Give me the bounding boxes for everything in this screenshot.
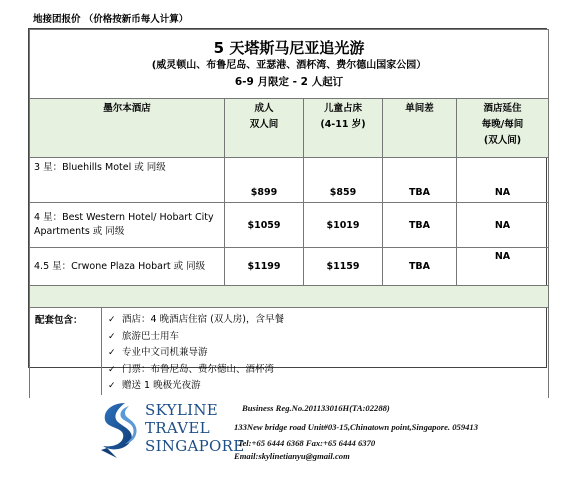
skyline-logo-icon bbox=[95, 400, 137, 458]
tour-limit: 6-9 月限定 - 2 人起订 bbox=[234, 76, 344, 88]
page-heading: 地接团报价 （价格按新币每人计算） bbox=[33, 14, 189, 25]
list-item: ✓ 旅游巴士用车 bbox=[108, 329, 548, 346]
single-supplement: TBA bbox=[383, 158, 457, 203]
adult-price: $1059 bbox=[225, 203, 304, 248]
price-table bbox=[29, 29, 549, 398]
spacer-row bbox=[30, 286, 549, 308]
column-header-row bbox=[30, 99, 549, 158]
table-row bbox=[30, 203, 549, 248]
tour-route: (威灵顿山、布鲁尼岛、亚瑟港、酒杯湾、费尔德山国家公园） bbox=[151, 60, 427, 71]
table-row bbox=[30, 248, 549, 286]
col-header-child: 儿童占床 (4-11 岁) bbox=[304, 99, 383, 158]
col-header-adult: 成人 双人间 bbox=[225, 99, 304, 158]
company-email: Email:skylinetianyu@gmail.com bbox=[234, 451, 350, 461]
col-header-hotel: 墨尔本酒店 bbox=[30, 99, 225, 158]
child-price: $859 bbox=[304, 158, 383, 203]
single-supplement: TBA bbox=[383, 248, 457, 286]
tour-title: 5 天塔斯马尼亚追光游 bbox=[213, 39, 365, 57]
extension-price: NA bbox=[457, 203, 549, 248]
quote-sheet bbox=[28, 28, 547, 391]
company-phone: Tel:+65 6444 6368 Fax:+65 6444 6370 bbox=[238, 438, 376, 448]
adult-price: $1199 bbox=[225, 248, 304, 286]
child-price: $1159 bbox=[304, 248, 383, 286]
single-supplement: TBA bbox=[383, 203, 457, 248]
check-icon: ✓ bbox=[108, 348, 116, 358]
table-row bbox=[30, 158, 549, 203]
hotel-name: 4.5 星：Crwone Plaza Hobart 或 同级 bbox=[30, 248, 225, 286]
col-header-single: 单间差 bbox=[383, 99, 457, 158]
child-price: $1019 bbox=[304, 203, 383, 248]
includes-list bbox=[102, 308, 548, 395]
list-item: ✓ 门票：布鲁尼岛、费尔德山、酒杯湾 bbox=[108, 362, 548, 379]
company-brand: SKYLINE TRAVEL SINGAPORE bbox=[145, 401, 245, 455]
check-icon: ✓ bbox=[108, 331, 116, 342]
list-item: ✓ 赠送 1 晚极光夜游 bbox=[108, 378, 548, 395]
extension-price: NA bbox=[457, 158, 549, 203]
company-address: 133New bridge road Unit#03-15,Chinatown point,Singapore. 059413 bbox=[234, 422, 479, 432]
hotel-name: 4 星：Best Western Hotel/ Hobart City Apartments 或 同级 bbox=[30, 203, 225, 248]
hotel-name: 3 星：Bluehills Motel 或 同级 bbox=[30, 158, 225, 203]
extension-price: NA bbox=[457, 248, 549, 286]
includes-label: 配套包含： bbox=[35, 315, 83, 326]
col-header-extension: 酒店延住 每晚/每间 (双人间) bbox=[457, 99, 549, 158]
adult-price: $899 bbox=[225, 158, 304, 203]
check-icon: ✓ bbox=[108, 364, 116, 375]
check-icon: ✓ bbox=[108, 315, 116, 325]
list-item: ✓ 酒店：4 晚酒店住宿 (双人房)，含早餐 bbox=[108, 312, 548, 329]
business-reg: Business Reg.No.201133016H(TA:02288) bbox=[242, 403, 390, 413]
includes-row bbox=[30, 308, 549, 399]
tour-title-block bbox=[30, 30, 549, 99]
check-icon: ✓ bbox=[108, 381, 116, 391]
list-item: ✓ 专业中文司机兼导游 bbox=[108, 345, 548, 362]
